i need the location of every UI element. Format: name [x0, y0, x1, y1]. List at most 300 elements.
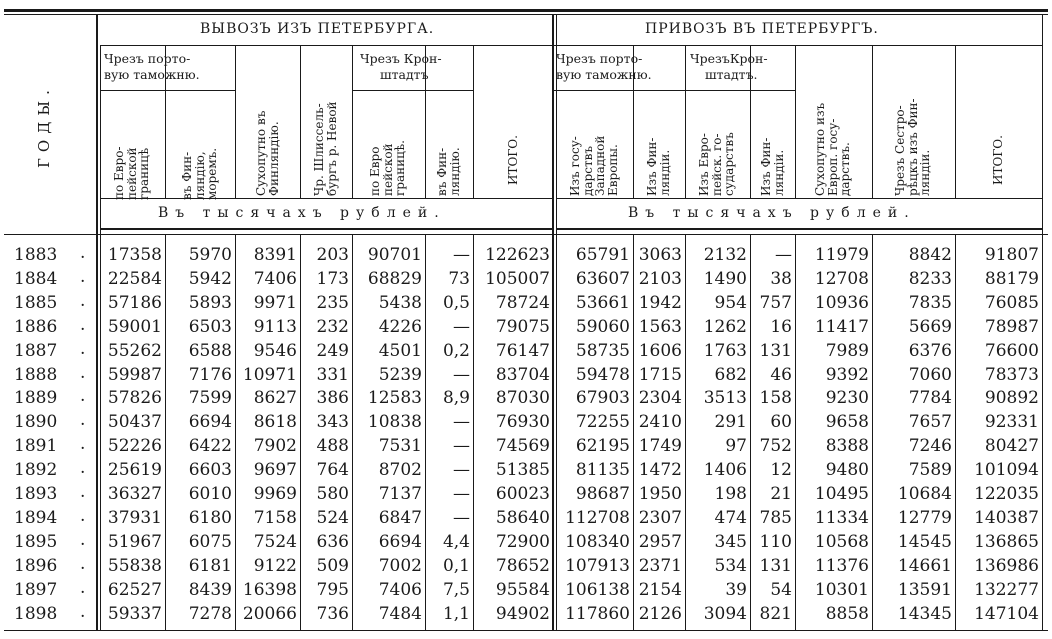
column-header-7: [507, 135, 520, 185]
table-cell: 12779: [897, 507, 952, 528]
table-cell: 5669: [908, 316, 952, 337]
export-kronstadt-line-1: Чрезъ Крон-: [360, 51, 442, 66]
table-cell: 107913: [565, 555, 630, 576]
table-cell: 232: [316, 316, 349, 337]
table-cell: 291: [714, 412, 747, 433]
table-cell: 7657: [908, 412, 952, 433]
table-cell: 4501: [378, 340, 422, 361]
table-cell: 7246: [908, 436, 952, 457]
column-header-line: пейской: [124, 147, 139, 200]
table-cell: 1606: [638, 340, 682, 361]
column-header-line: Западной: [592, 135, 607, 196]
table-cell: —: [453, 484, 470, 504]
table-cell: 4,4: [442, 531, 470, 552]
row-year: 1890: [14, 412, 58, 433]
table-cell: 9392: [825, 364, 869, 385]
column-header-line: моремъ.: [204, 147, 219, 200]
column-header-11: [760, 138, 785, 196]
table-cell: 2957: [638, 531, 682, 552]
leader-dot: .: [80, 386, 86, 407]
table-cell: —: [453, 316, 470, 337]
table-cell: 94902: [495, 603, 550, 624]
export-port-line-2: вую таможню.: [104, 67, 200, 82]
import-port-line-2: вую таможню.: [556, 67, 652, 82]
table-cell: 7,5: [442, 579, 470, 600]
vertical-rule: [633, 234, 634, 630]
table-cell: 6694: [188, 412, 232, 433]
column-header-line: ИТОГО.: [505, 135, 520, 185]
horizontal-rule: [100, 90, 235, 91]
table-cell: 51385: [495, 460, 550, 481]
table-cell: 52226: [107, 436, 162, 457]
import-title: ПРИВОЗЪ ВЪ ПЕТЕРБУРГЪ.: [645, 21, 879, 37]
table-cell: 105007: [485, 268, 550, 289]
table-cell: 2154: [638, 579, 682, 600]
table-cell: 8233: [908, 268, 952, 289]
leader-dot: .: [80, 577, 86, 598]
table-cell: 6075: [188, 531, 232, 552]
table-cell: 7589: [908, 460, 952, 481]
table-cell: 59478: [575, 364, 630, 385]
table-cell: 8388: [825, 436, 869, 457]
table-cell: 1749: [638, 436, 682, 457]
column-header-line: въ Фин-: [435, 147, 449, 196]
table-cell: 6694: [378, 531, 422, 552]
table-cell: 2126: [638, 603, 682, 624]
table-cell: 76930: [495, 412, 550, 433]
table-cell: 2307: [638, 507, 682, 528]
table-cell: 73: [448, 268, 470, 289]
table-cell: 6376: [908, 340, 952, 361]
table-cell: 59060: [575, 316, 630, 337]
leader-dot: .: [80, 601, 86, 622]
table-cell: 131: [759, 340, 792, 361]
table-cell: 9697: [253, 460, 297, 481]
horizontal-rule: [100, 45, 1042, 46]
column-header-line: Европы.: [605, 144, 619, 196]
table-cell: 14345: [897, 603, 952, 624]
table-cell: 74569: [495, 436, 550, 457]
import-kronstadt-line-2: штадтъ.: [705, 67, 758, 82]
horizontal-rule: [4, 9, 1048, 12]
leader-dot: .: [80, 505, 86, 526]
table-cell: 55838: [107, 555, 162, 576]
table-cell: 98687: [575, 484, 630, 504]
vertical-rule: [352, 45, 353, 198]
table-cell: 7406: [253, 268, 297, 289]
column-header-line: пейск. го-: [709, 133, 724, 196]
leader-dot: .: [80, 410, 86, 431]
table-cell: 6503: [188, 316, 232, 337]
table-cell: 10971: [242, 364, 297, 385]
table-cell: 147104: [974, 603, 1039, 624]
export-title: ВЫВОЗЪ ИЗЪ ПЕТЕРБУРГА.: [200, 21, 435, 37]
horizontal-rule: [4, 14, 1048, 15]
row-year: 1893: [14, 484, 58, 504]
table-cell: 752: [759, 436, 792, 457]
table-cell: 63607: [575, 268, 630, 289]
column-header-line: ляндіи.: [657, 149, 672, 196]
vertical-rule: [685, 45, 686, 198]
table-cell: 5942: [188, 268, 232, 289]
table-cell: 46: [770, 364, 792, 385]
table-cell: 68829: [367, 268, 422, 289]
column-header-line: границѣ.: [393, 140, 407, 196]
column-header-line: ляндіи.: [918, 149, 932, 196]
table-cell: 101094: [974, 460, 1039, 481]
leader-dot: .: [80, 529, 86, 550]
units-import: Въ тысячахъ рублей.: [628, 205, 916, 221]
vertical-rule: [795, 45, 796, 198]
table-cell: 8627: [253, 388, 297, 409]
table-cell: 0,2: [442, 340, 470, 361]
table-cell: 91807: [984, 245, 1039, 265]
column-header-line: Финляндію.: [266, 121, 280, 196]
table-cell: 25619: [107, 460, 162, 481]
table-cell: 38: [770, 268, 792, 289]
horizontal-rule: [556, 228, 1042, 230]
vertical-rule: [473, 234, 474, 630]
row-year: 1884: [14, 268, 58, 289]
row-year: 1892: [14, 460, 58, 481]
table-cell: 76085: [984, 292, 1039, 313]
table-cell: 6180: [188, 507, 232, 528]
table-cell: 0,5: [442, 292, 470, 313]
table-cell: 59337: [107, 603, 162, 624]
table-cell: 53661: [575, 292, 630, 313]
vertical-rule: [352, 234, 353, 630]
table-cell: 6603: [188, 460, 232, 481]
column-header-line: пейской: [380, 143, 395, 196]
table-cell: 8858: [825, 603, 869, 624]
table-cell: 488: [316, 436, 349, 457]
table-cell: 6588: [188, 340, 232, 361]
table-cell: 11979: [814, 245, 869, 265]
table-cell: 1472: [638, 460, 682, 481]
table-cell: 534: [714, 555, 747, 576]
table-cell: 62195: [575, 436, 630, 457]
table-cell: 60023: [495, 484, 550, 504]
column-header-line: по Евро: [368, 146, 382, 196]
horizontal-rule: [556, 198, 1042, 199]
table-cell: 158: [759, 388, 792, 409]
column-header-line: сударствъ: [722, 132, 736, 196]
table-cell: 9122: [253, 555, 297, 576]
table-cell: —: [453, 507, 470, 528]
units-export: Въ тысячахъ рублей.: [158, 205, 446, 221]
table-cell: 90892: [984, 388, 1039, 409]
table-cell: 16398: [242, 579, 297, 600]
table-cell: 524: [316, 507, 349, 528]
table-cell: 20066: [242, 603, 297, 624]
table-cell: —: [775, 245, 792, 265]
table-cell: 7531: [378, 436, 422, 457]
table-cell: 6847: [378, 507, 422, 528]
column-header-10: [698, 132, 736, 196]
table-cell: 80427: [984, 436, 1039, 457]
column-header-line: дарствъ: [580, 146, 594, 196]
horizontal-rule: [4, 234, 1048, 235]
table-cell: 10301: [814, 579, 869, 600]
table-cell: 21: [770, 484, 792, 504]
horizontal-rule: [4, 630, 1048, 631]
table-cell: 9969: [253, 484, 297, 504]
row-year: 1898: [14, 603, 58, 624]
table-cell: 6010: [188, 484, 232, 504]
table-cell: 51967: [107, 531, 162, 552]
vertical-rule: [473, 45, 474, 198]
table-cell: 83704: [495, 364, 550, 385]
table-cell: 1950: [638, 484, 682, 504]
table-cell: 136865: [974, 531, 1039, 552]
table-cell: 7406: [378, 579, 422, 600]
table-cell: 11334: [814, 507, 869, 528]
export-port-line-1: Чрезъ порто-: [104, 51, 191, 66]
table-cell: 57826: [107, 388, 162, 409]
column-header-1: [113, 146, 151, 200]
vertical-rule: [300, 45, 301, 198]
table-cell: —: [453, 245, 470, 265]
table-cell: 1262: [703, 316, 747, 337]
table-cell: 7902: [253, 436, 297, 457]
table-cell: 0,1: [442, 555, 470, 576]
column-header-line: въ Фин-: [179, 151, 194, 200]
row-year: 1894: [14, 507, 58, 528]
table-cell: 8618: [253, 412, 297, 433]
table-cell: 122035: [974, 484, 1039, 504]
table-cell: 136986: [974, 555, 1039, 576]
leader-dot: .: [80, 314, 86, 335]
column-header-line: Европ. госу-: [825, 118, 840, 196]
vertical-rule: [955, 45, 956, 198]
table-cell: 12: [770, 460, 792, 481]
column-header-9: [646, 138, 671, 196]
table-cell: 14545: [897, 531, 952, 552]
table-cell: 235: [316, 292, 349, 313]
table-cell: 110: [759, 531, 792, 552]
table-cell: 10838: [367, 412, 422, 433]
vertical-rule: [872, 45, 873, 198]
table-cell: 821: [759, 603, 792, 624]
vertical-rule: [165, 234, 166, 630]
table-cell: 7158: [253, 507, 297, 528]
table-cell: 9230: [825, 388, 869, 409]
table-cell: 11417: [814, 316, 869, 337]
table-cell: 60: [770, 412, 792, 433]
table-cell: 58640: [495, 507, 550, 528]
table-cell: 8702: [378, 460, 422, 481]
row-year: 1895: [14, 531, 58, 552]
column-header-line: ляндію.: [447, 147, 462, 196]
table-cell: 386: [316, 388, 349, 409]
column-header-line: ляндію,: [192, 151, 206, 200]
table-cell: 9113: [253, 316, 297, 337]
table-cell: —: [453, 412, 470, 433]
leader-dot: .: [80, 243, 86, 263]
table-cell: 14661: [897, 555, 952, 576]
table-cell: —: [453, 364, 470, 385]
table-cell: 39: [725, 579, 747, 600]
table-cell: 3513: [703, 388, 747, 409]
table-cell: 76600: [984, 340, 1039, 361]
table-cell: 87030: [495, 388, 550, 409]
table-cell: 10495: [814, 484, 869, 504]
table-cell: 117860: [565, 603, 630, 624]
table-cell: 54: [770, 579, 792, 600]
leader-dot: .: [80, 553, 86, 574]
table-cell: 65791: [575, 245, 630, 265]
table-cell: 78652: [495, 555, 550, 576]
table-cell: 22584: [107, 268, 162, 289]
table-cell: 76147: [495, 340, 550, 361]
table-cell: 509: [316, 555, 349, 576]
vertical-rule: [955, 234, 956, 630]
vertical-rule: [235, 234, 236, 630]
column-header-6: [436, 147, 461, 196]
table-cell: 2371: [638, 555, 682, 576]
column-header-3: [255, 111, 280, 196]
leader-dot: .: [80, 266, 86, 287]
table-cell: 6181: [188, 555, 232, 576]
table-cell: 3063: [638, 245, 682, 265]
table-cell: 78373: [984, 364, 1039, 385]
column-header-line: рѣцкъ изъ Фин-: [905, 98, 920, 196]
row-year: 1896: [14, 555, 58, 576]
table-cell: 10684: [897, 484, 952, 504]
column-header-line: Изъ Евро-: [697, 133, 711, 196]
column-header-8: [569, 136, 619, 196]
table-cell: 9546: [253, 340, 297, 361]
table-cell: 112708: [565, 507, 630, 528]
column-header-line: Изъ Фин-: [645, 137, 659, 196]
table-cell: 7137: [378, 484, 422, 504]
table-cell: 345: [714, 531, 747, 552]
table-cell: 7524: [253, 531, 297, 552]
import-port-line-1: Чрезъ порто-: [556, 51, 643, 66]
table-cell: 5438: [378, 292, 422, 313]
vertical-rule: [96, 14, 98, 630]
table-cell: 8842: [908, 245, 952, 265]
table-cell: 4226: [378, 316, 422, 337]
table-cell: 7599: [188, 388, 232, 409]
table-cell: 2132: [703, 245, 747, 265]
leader-dot: .: [80, 290, 86, 311]
table-cell: 3094: [703, 603, 747, 624]
table-cell: 11376: [814, 555, 869, 576]
table-cell: 795: [316, 579, 349, 600]
table-cell: 7835: [908, 292, 952, 313]
table-cell: 106138: [565, 579, 630, 600]
vertical-rule: [425, 234, 426, 630]
table-cell: —: [453, 436, 470, 457]
table-cell: 92331: [984, 412, 1039, 433]
export-kronstadt-line-2: штадтъ: [380, 67, 429, 82]
column-header-line: ИТОГО.: [991, 135, 1005, 185]
column-header-14: [992, 135, 1005, 185]
table-cell: 59987: [107, 364, 162, 385]
table-cell: 682: [714, 364, 747, 385]
table-cell: 7060: [908, 364, 952, 385]
table-cell: 131: [759, 555, 792, 576]
table-cell: 79075: [495, 316, 550, 337]
column-header-line: по Евро-: [112, 146, 126, 200]
table-cell: 12708: [814, 268, 869, 289]
table-cell: 9971: [253, 292, 297, 313]
table-cell: 173: [316, 268, 349, 289]
table-cell: 12583: [367, 388, 422, 409]
vertical-rule: [795, 234, 796, 630]
column-header-line: границѣ: [137, 147, 151, 200]
table-cell: 331: [316, 364, 349, 385]
table-cell: 1406: [703, 460, 747, 481]
table-cell: 249: [316, 340, 349, 361]
vertical-rule: [300, 234, 301, 630]
leader-dot: .: [80, 362, 86, 383]
table-cell: 1715: [638, 364, 682, 385]
row-year: 1887: [14, 340, 58, 361]
table-cell: 2410: [638, 412, 682, 433]
table-cell: 57186: [107, 292, 162, 313]
table-cell: 757: [759, 292, 792, 313]
row-year: 1886: [14, 316, 58, 337]
table-cell: 198: [714, 484, 747, 504]
column-header-13: [894, 98, 932, 196]
vertical-rule: [750, 234, 751, 630]
horizontal-rule: [100, 198, 552, 199]
table-cell: 50437: [107, 412, 162, 433]
table-cell: 59001: [107, 316, 162, 337]
vertical-rule: [235, 45, 236, 198]
table-cell: 636: [316, 531, 349, 552]
column-header-line: Изъ госу-: [567, 136, 582, 196]
table-cell: 1563: [638, 316, 682, 337]
table-cell: 1763: [703, 340, 747, 361]
table-cell: 764: [316, 460, 349, 481]
row-year: 1891: [14, 436, 58, 457]
row-year: 1883: [14, 245, 58, 265]
table-cell: 88179: [984, 268, 1039, 289]
vertical-rule: [100, 45, 101, 630]
table-cell: 55262: [107, 340, 162, 361]
column-header-line: Чр. Шлиссель-: [312, 103, 326, 196]
import-kronstadt-line-1: ЧрезъКрон-: [690, 51, 768, 66]
row-year: 1885: [14, 292, 58, 313]
table-cell: 9480: [825, 460, 869, 481]
table-cell: 5893: [188, 292, 232, 313]
vertical-rule: [552, 14, 554, 630]
table-cell: 78987: [984, 316, 1039, 337]
vertical-rule: [685, 234, 686, 630]
column-header-line: дарствъ.: [838, 142, 852, 196]
table-cell: 7784: [908, 388, 952, 409]
column-header-5: [369, 140, 407, 196]
row-year: 1888: [14, 364, 58, 385]
table-cell: 7989: [825, 340, 869, 361]
horizontal-rule: [685, 90, 795, 91]
table-cell: 90701: [367, 245, 422, 265]
table-cell: 132277: [974, 579, 1039, 600]
column-header-4: [313, 101, 338, 196]
table-cell: 8,9: [442, 388, 470, 409]
horizontal-rule: [352, 90, 473, 91]
table-cell: 8439: [188, 579, 232, 600]
table-cell: —: [453, 460, 470, 481]
table-cell: 580: [316, 484, 349, 504]
leader-dot: .: [80, 482, 86, 502]
column-header-line: ляндіи.: [771, 149, 785, 196]
table-cell: 7278: [188, 603, 232, 624]
table-cell: 58735: [575, 340, 630, 361]
